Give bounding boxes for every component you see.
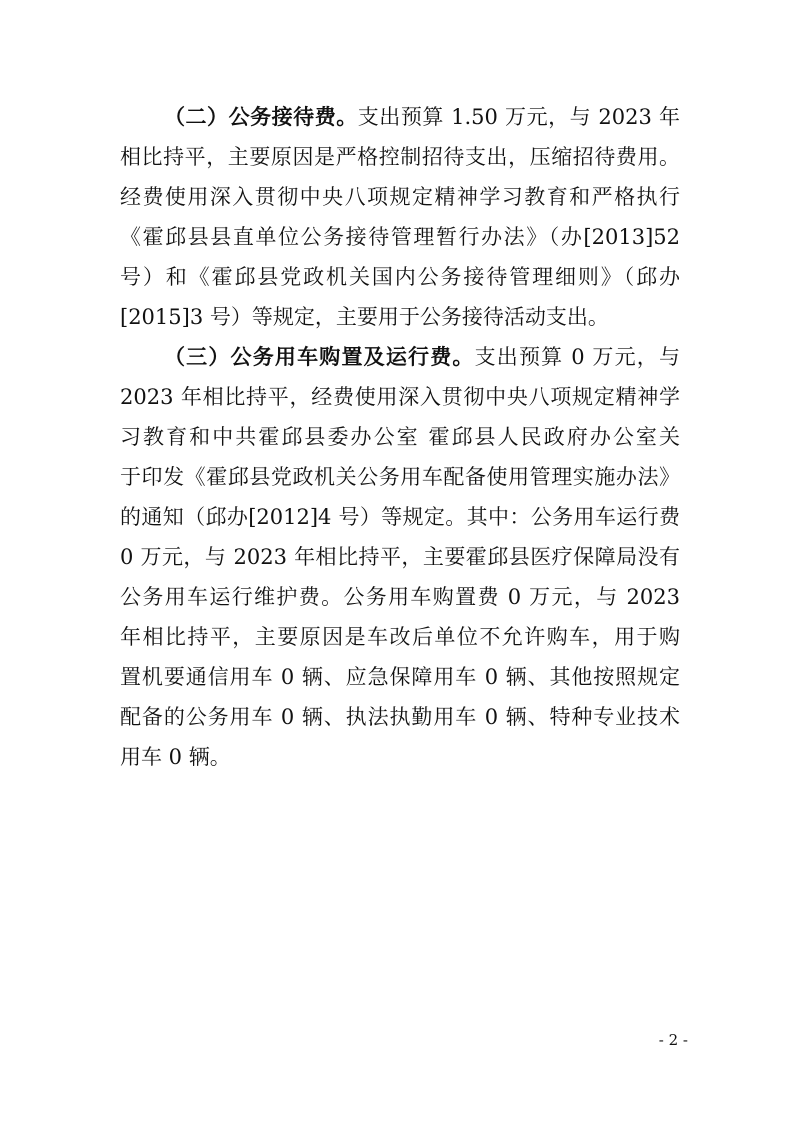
paragraph-1-line-1 <box>164 97 680 137</box>
paragraph-2-line-3: 习教育和中共霍邱县委办公室 霍邱县人民政府办公室关 <box>120 425 680 449</box>
paragraph-1-line-6: [2015]3 号）等规定，主要用于公务接待活动支出。 <box>120 305 609 329</box>
paragraph-2-line-9: 置机要通信用车 0 辆、应急保障用车 0 辆、其他按照规定 <box>120 665 680 689</box>
page-number: - 2 - <box>658 1031 688 1049</box>
paragraph-text: 支出预算 1.50 万元，与 2023 年 <box>357 105 680 129</box>
paragraph-2-line-10: 配备的公务用车 0 辆、执法执勤用车 0 辆、特种专业技术 <box>120 705 680 729</box>
paragraph-2-line-6: 0 万元，与 2023 年相比持平，主要霍邱县医疗保障局没有 <box>120 545 680 569</box>
paragraph-1-line-3: 经费使用深入贯彻中央八项规定精神学习教育和严格执行 <box>120 185 680 209</box>
paragraph-1-line-4: 《霍邱县县直单位公务接待管理暂行办法》（办[2013]52 <box>120 225 680 249</box>
paragraph-2-line-4: 于印发《霍邱县党政机关公务用车配备使用管理实施办法》 <box>120 465 680 489</box>
paragraph-text: 支出预算 0 万元，与 <box>474 345 680 369</box>
paragraph-1-line-2: 相比持平，主要原因是严格控制招待支出，压缩招待费用。 <box>120 145 680 169</box>
paragraph-2-line-11: 用车 0 辆。 <box>120 745 231 769</box>
paragraph-1-line-5: 号）和《霍邱县党政机关国内公务接待管理细则》（邱办 <box>120 265 680 289</box>
paragraph-2-line-8: 年相比持平，主要原因是车改后单位不允许购车，用于购 <box>120 625 680 649</box>
section-heading-reception: （二）公务接待费。 <box>164 104 358 129</box>
section-heading-vehicles: （三）公务用车购置及运行费。 <box>164 344 475 369</box>
paragraph-2-line-5: 的通知（邱办[2012]4 号）等规定。其中：公务用车运行费 <box>120 505 680 529</box>
paragraph-2-line-7: 公务用车运行维护费。公务用车购置费 0 万元，与 2023 <box>120 585 680 609</box>
paragraph-2-line-2: 2023 年相比持平，经费使用深入贯彻中央八项规定精神学 <box>120 385 680 409</box>
paragraph-2-line-1 <box>164 337 680 377</box>
